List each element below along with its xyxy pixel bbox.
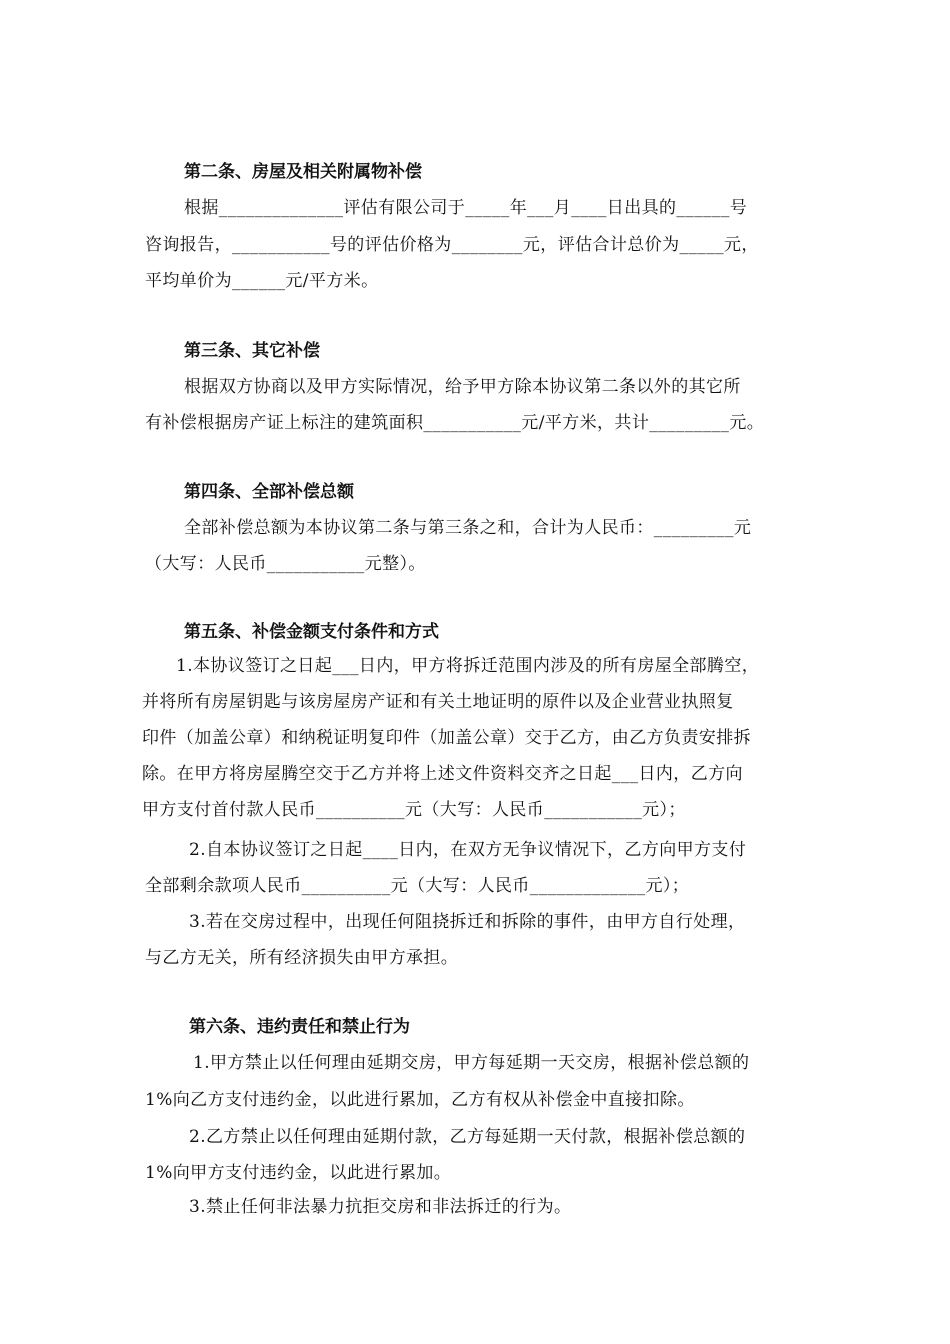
section-5-line-2: 并将所有房屋钥匙与该房屋房产证和有关土地证明的原件以及企业营业执照复	[142, 692, 734, 712]
section-2-line-3: 平均单价为______元/平方米。	[145, 271, 379, 291]
section-5-line-3: 印件（加盖公章）和纳税证明复印件（加盖公章）交于乙方，由乙方负责安排拆	[142, 728, 751, 748]
section-6-line-2: 1%向乙方支付违约金，以此进行累加，乙方有权从补偿金中直接扣除。	[145, 1090, 695, 1110]
section-heading-3: 第三条、其它补偿	[184, 341, 320, 361]
section-6-line-5: 3.禁止任何非法暴力抗拒交房和非法拆迁的行为。	[189, 1197, 572, 1217]
section-5-line-1: 1.本协议签订之日起___日内，甲方将拆迁范围内涉及的所有房屋全部腾空，	[176, 656, 760, 676]
section-6-line-4: 1%向甲方支付违约金，以此进行累加。	[145, 1163, 452, 1183]
section-heading-5: 第五条、补偿金额支付条件和方式	[184, 622, 439, 642]
section-5-line-8: 3.若在交房过程中，出现任何阻挠拆迁和拆除的事件，由甲方自行处理，	[189, 912, 746, 932]
section-4-line-1: 全部补偿总额为本协议第二条与第三条之和，合计为人民币：_________元	[184, 518, 752, 538]
section-3-line-2: 有补偿根据房产证上标注的建筑面积___________元/平方米，共计_________元。	[145, 413, 765, 433]
section-5-line-7: 全部剩余款项人民币__________元（大写：人民币_____________元）；	[145, 876, 690, 896]
section-5-line-5: 甲方支付首付款人民币__________元（大写：人民币___________元）；	[142, 800, 686, 820]
section-5-line-9: 与乙方无关，所有经济损失由甲方承担。	[145, 948, 459, 968]
section-2-line-1: 根据______________评估有限公司于_____年___月____日出具的______号	[184, 198, 748, 218]
section-heading-2: 第二条、房屋及相关附属物补偿	[184, 162, 422, 182]
section-2-line-2: 咨询报告，___________号的评估价格为________元，评估合计总价为_____元，	[145, 235, 759, 255]
section-5-line-6: 2.自本协议签订之日起____日内，在双方无争议情况下，乙方向甲方支付	[189, 840, 747, 860]
section-3-line-1: 根据双方协商以及甲方实际情况，给予甲方除本协议第二条以外的其它所	[184, 377, 741, 397]
section-4-line-2: （大写：人民币___________元整）。	[145, 554, 426, 574]
section-heading-6: 第六条、违约责任和禁止行为	[189, 1017, 410, 1037]
section-6-line-1: 1.甲方禁止以任何理由延期交房，甲方每延期一天交房，根据补偿总额的	[193, 1053, 750, 1073]
section-5-line-4: 除。在甲方将房屋腾空交于乙方并将上述文件资料交齐之日起___日内，乙方向	[142, 764, 743, 784]
section-heading-4: 第四条、全部补偿总额	[184, 482, 354, 502]
section-6-line-3: 2.乙方禁止以任何理由延期付款，乙方每延期一天付款，根据补偿总额的	[189, 1127, 746, 1147]
